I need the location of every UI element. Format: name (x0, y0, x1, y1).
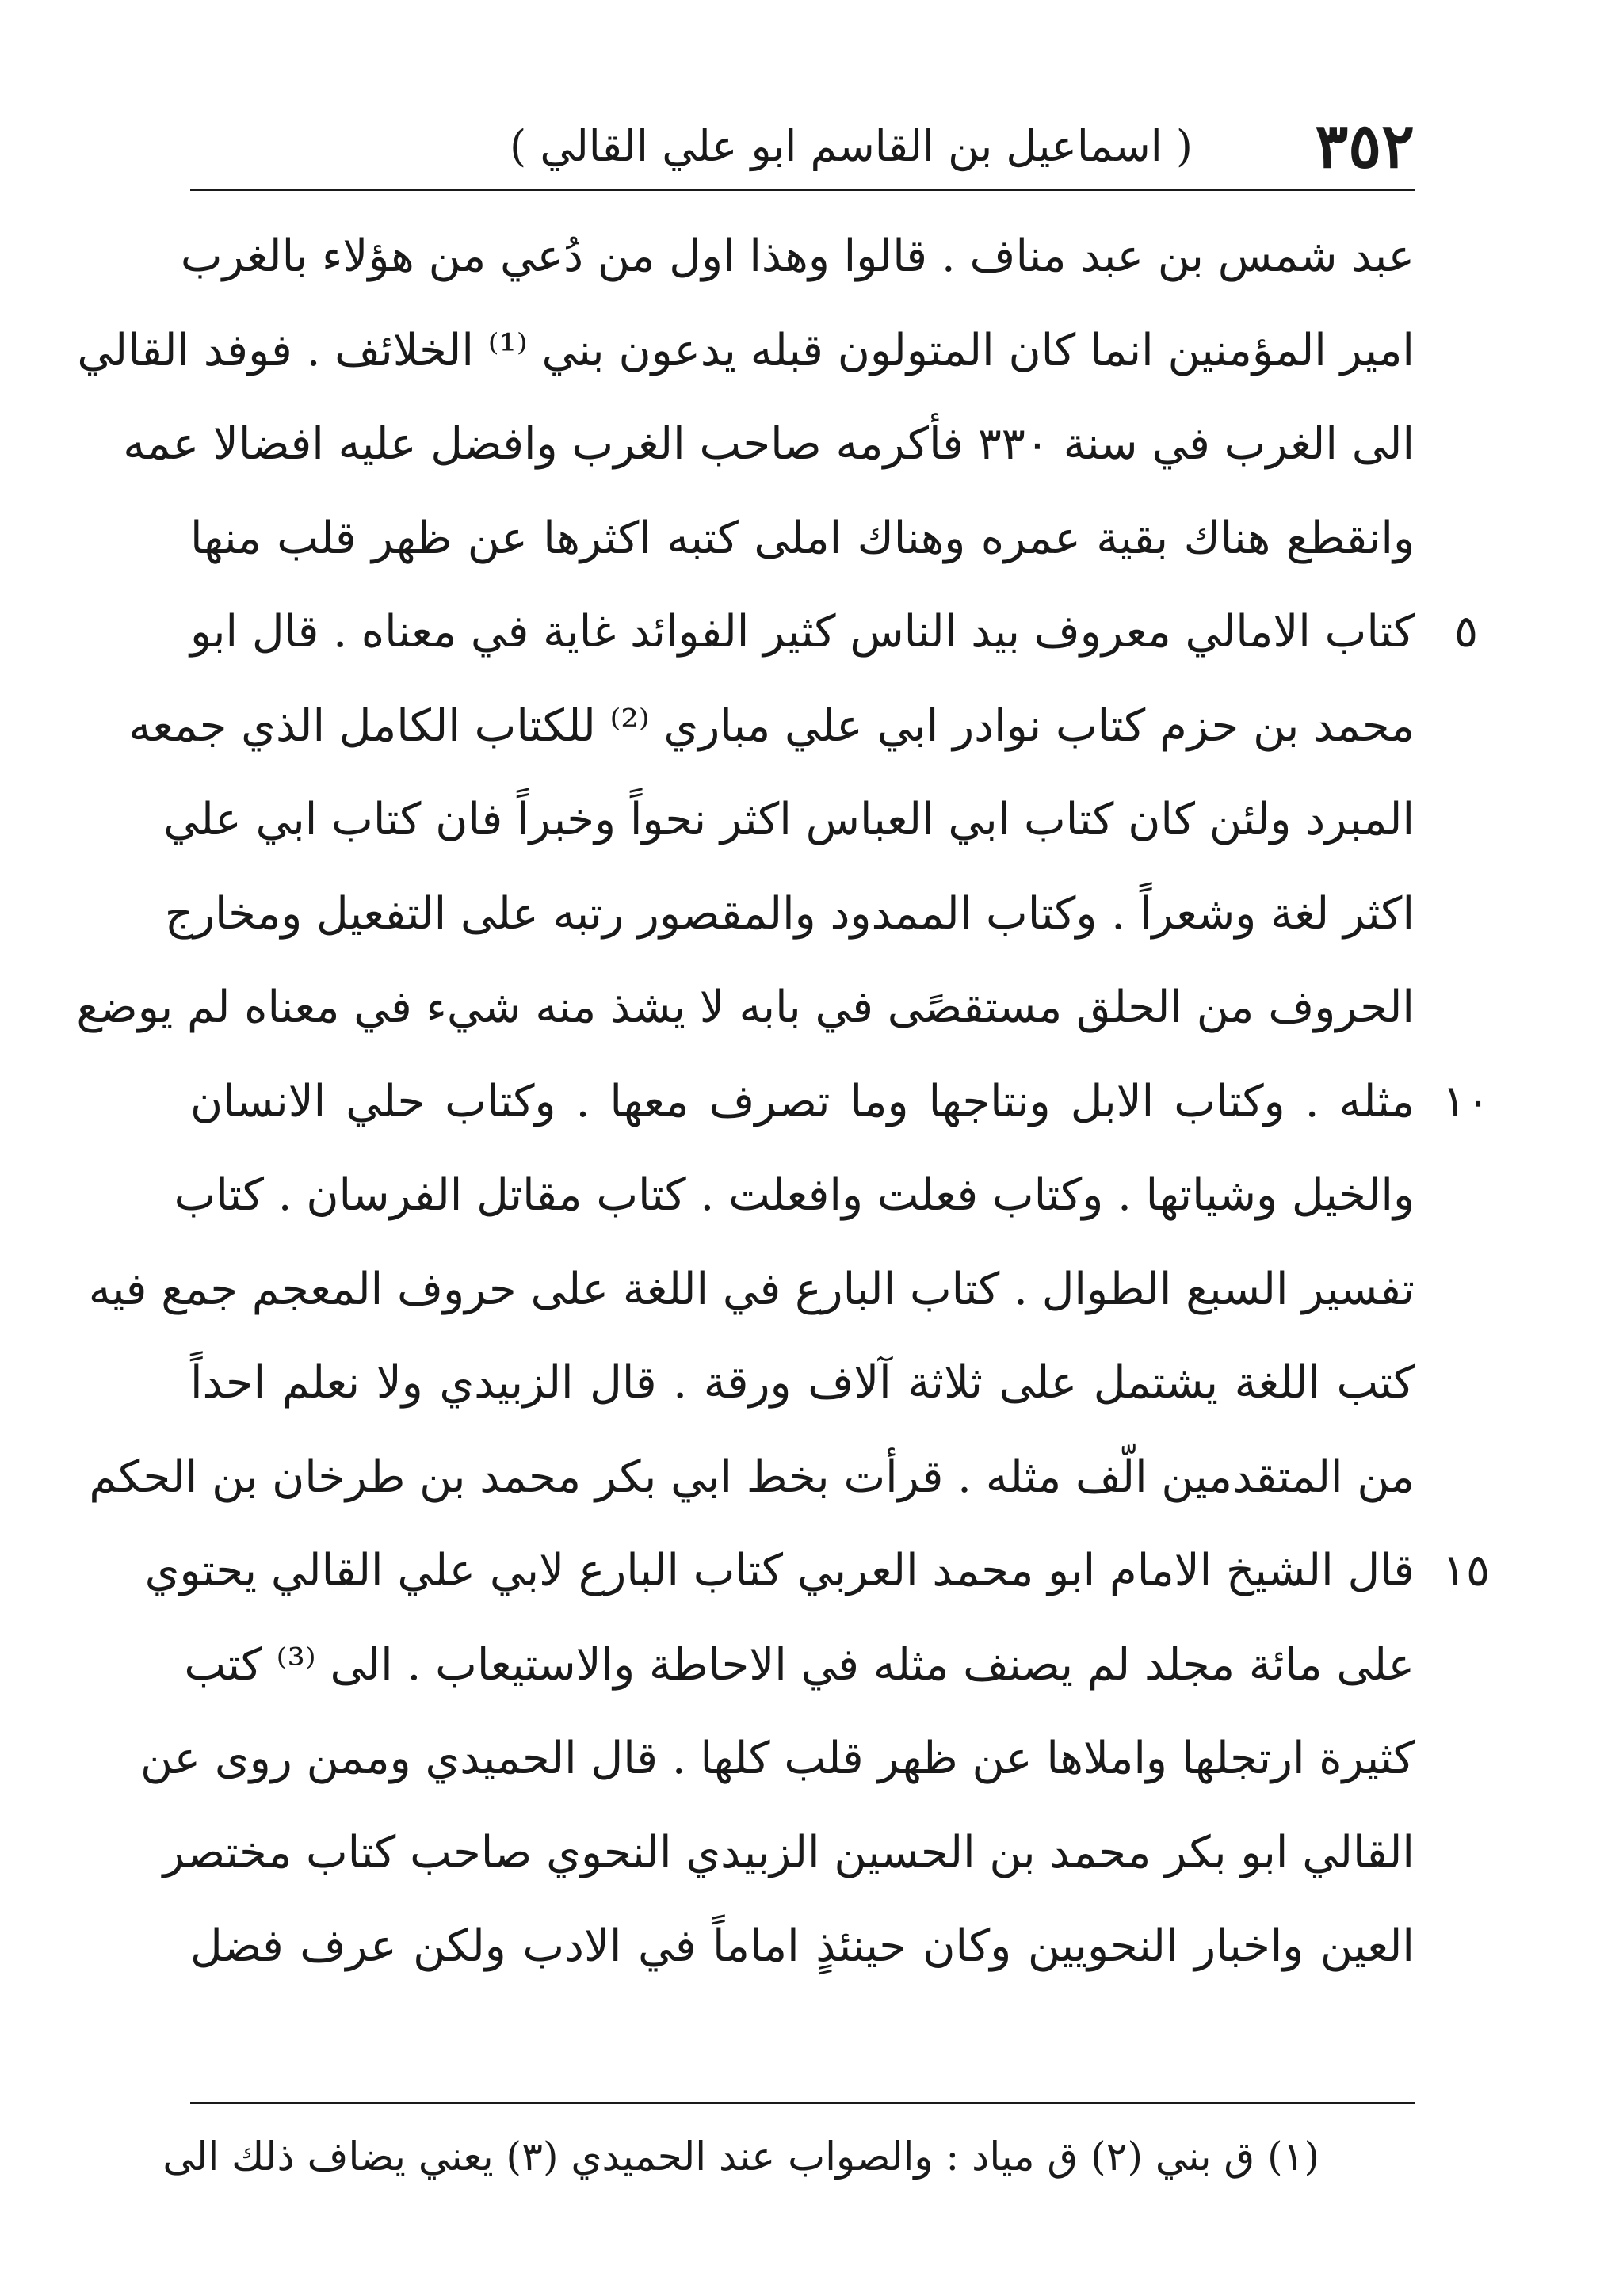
text-line: كتاب الامالي معروف بيد الناس كثير الفوائد غاية في معناه . قال ابو (190, 606, 1415, 658)
text-line: المبرد ولئن كان كتاب ابي العباس اكثر نحواً وخبراً فان كتاب ابي علي (163, 794, 1415, 845)
text-line: من المتقدمين الّف مثله . قرأت بخط ابي بكر محمد بن طرخان بن الحكم (89, 1451, 1415, 1503)
page-header (190, 103, 1415, 190)
text-line: الى الغرب في سنة ٣٣٠ فأكرمه صاحب الغرب وافضل عليه افضالا عمه (123, 418, 1415, 470)
text-line: الحروف من الحلق مستقصًى في بابه لا يشذ منه شيء في معناه لم يوضع (76, 982, 1415, 1033)
body-text (76, 210, 1415, 1994)
text-line: قال الشيخ الامام ابو محمد العربي كتاب البارع لابي علي القالي يحتوي (144, 1545, 1415, 1596)
text-line: القالي ابو بكر محمد بن الحسين الزبيدي النحوي صاحب كتاب مختصر (162, 1826, 1415, 1878)
text-line: وانقطع هناك بقية عمره وهناك املى كتبه اكثرها عن ظهر قلب منها (190, 512, 1415, 564)
text-line: والخيل وشياتها . وكتاب فعلت وافعلت . كتاب مقاتل الفرسان . كتاب (174, 1169, 1415, 1221)
text-line: عبد شمس بن عبد مناف . قالوا وهذا اول من دُعي من هؤلاء بالغرب (180, 231, 1415, 282)
text-line: مثله . وكتاب الابل ونتاجها وما تصرف معها . وكتاب حلي الانسان (190, 1075, 1415, 1127)
page-number: ٣٥٢ (1315, 110, 1415, 182)
running-title: ( اسماعيل بن القاسم ابو علي القالي ) (510, 121, 1193, 171)
text-line: امير المؤمنين انما كان المتولون قبله يدعون بني ⁽¹⁾ الخلائف . فوفد القالي (77, 324, 1415, 376)
text-line: اكثر لغة وشعراً . وكتاب الممدود والمقصور رتبه على التفعيل ومخارج (164, 887, 1415, 940)
header-rule (190, 189, 1415, 191)
text-line: على مائة مجلد لم يصنف مثله في الاحاطة والاستيعاب . الى ⁽³⁾ كتب (184, 1638, 1415, 1691)
footnotes: (١) ق بني (٢) ق مياد : والصواب عند الحميدي (٣) يعني يضاف ذلك الى (162, 2134, 1319, 2180)
text-line: كثيرة ارتجلها واملاها عن ظهر قلب كلها . قال الحميدي وممن روى عن (140, 1733, 1415, 1784)
line-number-10: ١٠ (1442, 1075, 1491, 1127)
line-number-5: ٥ (1453, 606, 1479, 658)
text-line: محمد بن حزم كتاب نوادر ابي علي مباري ⁽²⁾ للكتاب الكامل الذي جمعه (128, 700, 1415, 752)
text-line: كتب اللغة يشتمل على ثلاثة آلاف ورقة . قال الزبيدي ولا نعلم احداً (190, 1357, 1415, 1409)
footnote-rule (190, 2102, 1415, 2104)
line-number-15: ١٥ (1442, 1545, 1491, 1596)
text-line: تفسير السبع الطوال . كتاب البارع في اللغة على حروف المعجم جمع فيه (88, 1263, 1415, 1315)
text-line: العين واخبار النحويين وكان حينئذٍ اماماً في الادب ولكن عرف فضل (190, 1920, 1415, 1972)
